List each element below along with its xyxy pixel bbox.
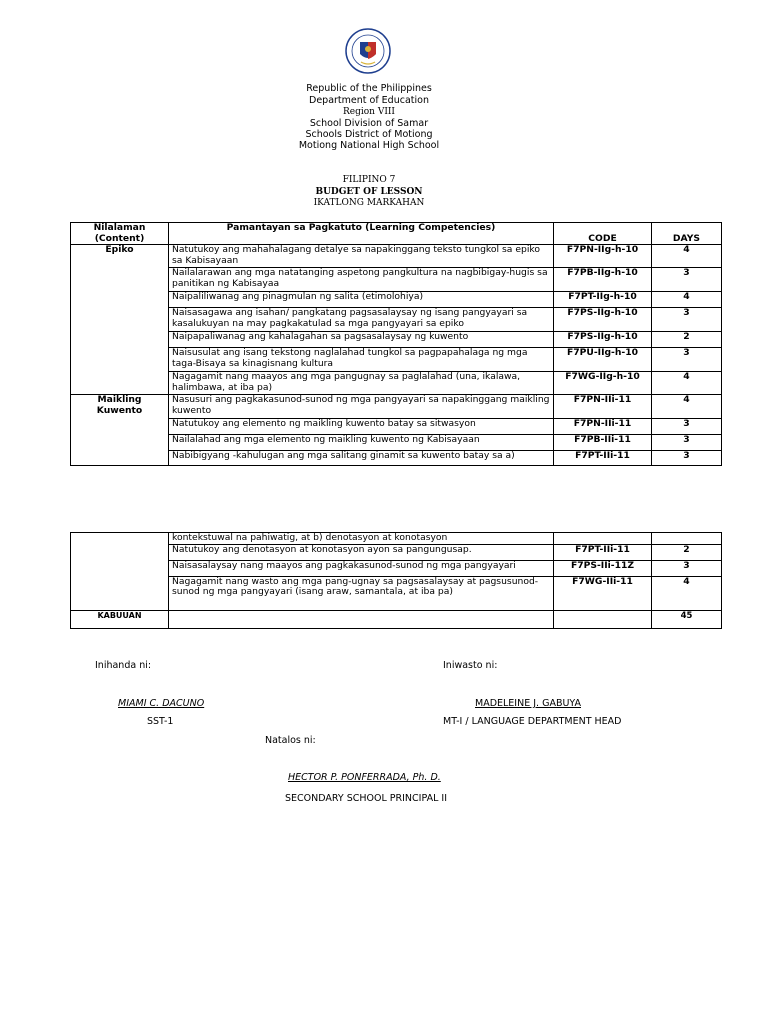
days-cell: 2 [652,544,722,560]
col-header-code: CODE [554,223,652,245]
table-row [71,395,722,419]
code-cell: F7PB-IIg-h-10 [554,268,652,292]
content-epiko: Epiko [71,245,169,395]
header-subject: FILIPINO 7 [342,175,396,185]
code-cell: F7PS-IIi-11Z [554,560,652,576]
competency-cell: Nagagamit nang wasto ang mga pang-ugnay sa pagsasalaysay at pagsusunod-sunod ng mga pangyayari (isang araw, samantala, at iba pa) [169,576,554,610]
days-cell: 3 [652,560,722,576]
days-cell: 4 [652,292,722,308]
table-row [71,451,722,466]
lesson-budget-table-continued [70,532,722,629]
code-cell: F7WG-IIg-h-10 [554,372,652,395]
checker-title: MT-I / LANGUAGE DEPARTMENT HEAD [443,716,622,727]
days-cell: 4 [652,395,722,419]
total-empty-cell [554,610,652,628]
code-cell: F7PB-IIi-11 [554,435,652,451]
table-row [71,268,722,292]
header-department: Department of Education [309,95,429,106]
table-row [71,419,722,435]
header-republic: Republic of the Philippines [306,83,432,94]
code-cell: F7PS-IIg-h-10 [554,332,652,348]
preparer-name: MIAMI C. DACUNO [118,698,205,709]
competency-cell: Nasusuri ang pagkakasunod-sunod ng mga pangyayari sa napakinggang maikling kuwento [169,395,554,419]
checked-by-label: Iniwasto ni: [443,660,498,671]
total-empty-cell [169,610,554,628]
days-cell: 4 [652,245,722,268]
days-cell: 3 [652,308,722,332]
competency-cell: kontekstuwal na pahiwatig, at b) denotasyon at konotasyon [169,533,554,545]
days-cell: 3 [652,419,722,435]
days-cell: 3 [652,348,722,372]
prepared-by-label: Inihanda ni: [95,660,152,671]
competency-cell: Naipapaliwanag ang kahalagahan sa pagsasalaysay ng kuwento [169,332,554,348]
table-header-row [71,223,722,245]
content-maikling-kuwento: Maikling Kuwento [71,395,169,466]
competency-cell: Nagagamit nang maayos ang mga pangugnay sa paglalahad (una, ikalawa, halimbawa, at iba pa) [169,372,554,395]
table-row [71,560,722,576]
col-header-competencies: Pamantayan sa Pagkatuto (Learning Competencies) [169,223,554,245]
days-cell: 4 [652,576,722,610]
days-cell: 3 [652,268,722,292]
deped-seal-logo [345,28,391,74]
code-cell: F7PT-IIg-h-10 [554,292,652,308]
competency-cell: Natutukoy ang denotasyon at konotasyon ayon sa pangungusap. [169,544,554,560]
competency-cell: Nailalarawan ang mga natatanging aspetong pangkultura na nagbibigay-hugis sa panitikan ng Kabisayaa [169,268,554,292]
days-cell: 3 [652,451,722,466]
header-quarter: IKATLONG MARKAHAN [313,198,425,208]
lesson-budget-table [70,222,722,466]
competency-cell: Naisasagawa ang isahan/ pangkatang pagsasalaysay ng isang pangyayari sa kasalukuyan na may pagkakatulad sa mga pangyayari sa epiko [169,308,554,332]
doc-title: BUDGET OF LESSON [315,187,423,197]
table-row [71,332,722,348]
competency-cell: Nabibigyang -kahulugan ang mga salitang ginamit sa kuwento batay sa a) [169,451,554,466]
col-header-content: Nilalaman (Content) [71,223,169,245]
principal-name: HECTOR P. PONFERRADA, Ph. D. [288,772,441,783]
table-row [71,292,722,308]
table-row [71,372,722,395]
table-row [71,308,722,332]
days-cell: 2 [652,332,722,348]
content-cell-empty [71,533,169,611]
competency-cell: Natutukoy ang elemento ng maikling kuwento batay sa sitwasyon [169,419,554,435]
competency-cell: Naisasalaysay nang maayos ang pagkakasunod-sunod ng mga pangyayari [169,560,554,576]
noted-by-label: Natalos ni: [265,735,316,746]
code-cell: F7PN-IIi-11 [554,419,652,435]
code-cell: F7PN-IIi-11 [554,395,652,419]
table-row [71,348,722,372]
code-cell: F7PN-IIg-h-10 [554,245,652,268]
col-header-days: DAYS [652,223,722,245]
preparer-title: SST-1 [147,716,174,727]
table-row [71,533,722,545]
table-row [71,245,722,268]
principal-title: SECONDARY SCHOOL PRINCIPAL II [285,793,447,804]
total-row [71,610,722,628]
days-cell: 4 [652,372,722,395]
code-cell: F7PS-IIg-h-10 [554,308,652,332]
competency-cell: Naisusulat ang isang tekstong naglalahad tungkol sa pagpapahalaga ng mga taga-Bisaya sa kinagisnang kultura [169,348,554,372]
code-cell: F7PT-IIi-11 [554,544,652,560]
table-row [71,435,722,451]
total-days: 45 [652,610,722,628]
table-row [71,576,722,610]
code-cell: F7PT-IIi-11 [554,451,652,466]
header-division: School Division of Samar [309,118,429,129]
competency-cell: Nailalahad ang mga elemento ng maikling kuwento ng Kabisayaan [169,435,554,451]
competency-cell: Naipaliliwanag ang pinagmulan ng salita (etimolohiya) [169,292,554,308]
days-cell: 3 [652,435,722,451]
header-district: Schools District of Motiong [305,129,433,140]
days-cell [652,533,722,545]
checker-name: MADELEINE J. GABUYA [475,698,581,709]
table-row [71,544,722,560]
header-region: Region VIII [343,107,395,117]
header-school: Motiong National High School [298,140,440,151]
total-label: KABUUAN [71,610,169,628]
code-cell: F7PU-IIg-h-10 [554,348,652,372]
code-cell: F7WG-IIi-11 [554,576,652,610]
code-cell [554,533,652,545]
competency-cell: Natutukoy ang mahahalagang detalye sa napakinggang teksto tungkol sa epiko sa Kabisayaan [169,245,554,268]
